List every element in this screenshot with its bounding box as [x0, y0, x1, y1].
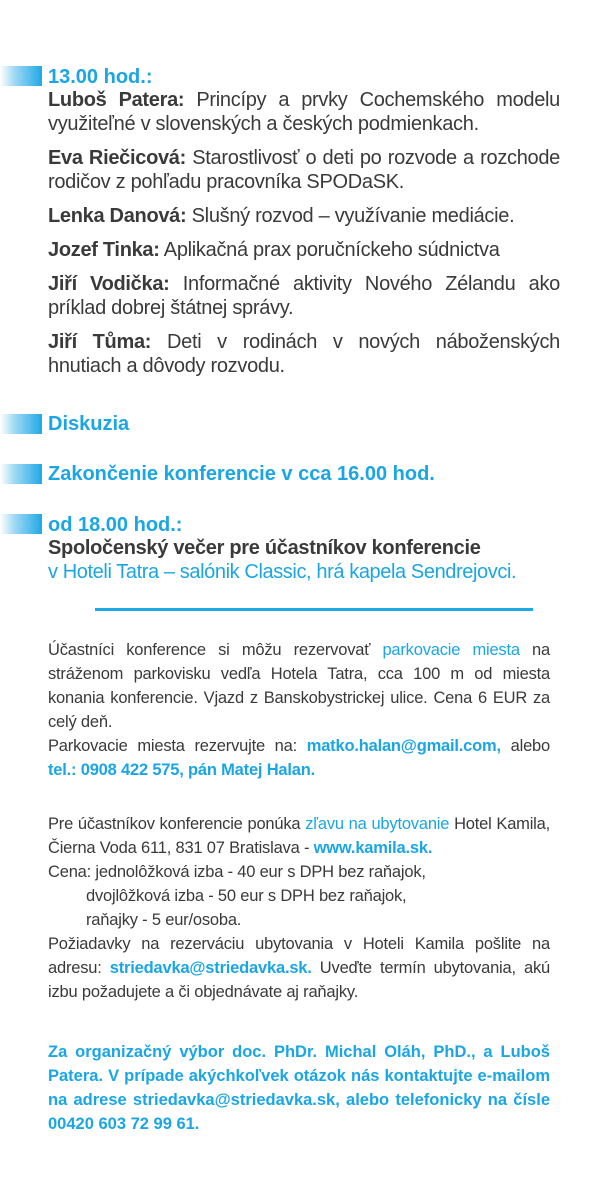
- lodging-text: Hotel Kamila, Čierna Voda 611, 831 07 Bratislava -: [48, 815, 551, 857]
- speaker-name: Jiří Tůma:: [48, 331, 152, 353]
- talk-item: [48, 146, 560, 194]
- lodging-text: Uveďte termín ubytovania, akú izbu požadujete a či objednávate aj raňajky.: [48, 959, 550, 1001]
- price-line: raňajky - 5 eur/osoba.: [86, 911, 242, 929]
- section-divider: [95, 608, 533, 611]
- talk-title: Informačné aktivity Nového Zélandu ako príklad dobrej štátnej správy.: [48, 273, 560, 319]
- talk-item: [48, 272, 560, 320]
- speaker-name: Lenka Danová:: [48, 205, 187, 227]
- session-time: 13.00 hod.:: [48, 66, 153, 88]
- social-evening-title: Spoločenský večer pre účastníkov konferencie: [48, 537, 481, 559]
- parking-text: alebo: [500, 737, 550, 755]
- lodging-text: Pre účastníkov konferencie ponúka: [48, 815, 306, 833]
- lodging-reservation: [48, 932, 550, 1004]
- parking-text: Účastníci konference si môžu rezervovať: [48, 641, 383, 659]
- price-line: dvojlôžková izba - 50 eur s DPH bez raňajok,: [86, 887, 407, 905]
- parking-phone[interactable]: tel.: 0908 422 575, pán Matej Halan.: [48, 761, 316, 779]
- discussion-section: [48, 412, 560, 436]
- parking-email[interactable]: matko.halan@gmail.com,: [306, 737, 501, 755]
- social-evening-venue: v Hoteli Tatra – salónik Classic, hrá kapela Sendrejovci.: [48, 561, 517, 583]
- evening-time: od 18.00 hod.:: [48, 514, 183, 536]
- section-marker: [0, 66, 42, 86]
- lodging-paragraph: [48, 812, 550, 860]
- talk-item: [48, 330, 560, 378]
- parking-paragraph: [48, 638, 550, 734]
- talk-title: Deti v rodinách v nových náboženských hnutiach a dôvody rozvodu.: [48, 331, 561, 377]
- organizing-committee: Za organizačný výbor doc. PhDr. Michal Oláh, PhD., a Luboš Patera. V prípade akýchkoľvek otázok nás kontaktujte e-mailom na adrese striedavka@striedavka.sk, alebo telefonicky na čísle 00420 603 72 99 61.: [48, 1043, 550, 1133]
- price-line: Cena: jednolôžková izba - 40 eur s DPH bez raňajok,: [48, 863, 426, 881]
- parking-info: [48, 638, 550, 782]
- talk-title: Princípy a prvky Cochemského modelu využiteľné v slovenských a českých podmienkach.: [48, 89, 560, 135]
- section-marker: [0, 414, 42, 434]
- lodging-text: Požiadavky na rezerváciu ubytovania v Hoteli Kamila pošlite na adresu:: [48, 935, 550, 977]
- speaker-name: Jiří Vodička:: [48, 273, 170, 295]
- talk-item: [48, 88, 560, 136]
- talk-title: Starostlivosť o deti po rozvode a rozchode rodičov z pohľadu pracovníka SPODaSK.: [48, 147, 561, 193]
- parking-reservation: [48, 734, 550, 782]
- hotel-website[interactable]: www.kamila.sk.: [313, 839, 433, 857]
- talk-list: [48, 88, 560, 378]
- lodging-info: [48, 812, 550, 1004]
- talk-title: Aplikačná prax poručníckeho súdnictva: [163, 239, 500, 261]
- talk-item: [48, 204, 560, 228]
- speaker-name: Eva Riečicová:: [48, 147, 186, 169]
- talk-title: Slušný rozvod – využívanie mediácie.: [191, 205, 515, 227]
- closing-label: Zakončenie konferencie v cca 16.00 hod.: [48, 463, 435, 485]
- parking-text: Parkovacie miesta rezervujte na:: [48, 737, 307, 755]
- section-marker: [0, 514, 42, 534]
- afternoon-session: [48, 66, 560, 388]
- speaker-name: Luboš Patera:: [48, 89, 185, 111]
- speaker-name: Jozef Tinka:: [48, 239, 160, 261]
- lodging-highlight: zľavu na ubytovanie: [305, 815, 450, 833]
- talk-item: [48, 238, 560, 262]
- closing-section: [48, 462, 560, 486]
- section-marker: [0, 464, 42, 484]
- lodging-email[interactable]: striedavka@striedavka.sk.: [109, 959, 312, 977]
- discussion-label: Diskuzia: [48, 413, 130, 435]
- parking-text: na stráženom parkovisku vedľa Hotela Tatra, cca 100 m od miesta konania konferencie. Vjazd z Banskobystrickej ulice. Cena 6 EUR za celý deň.: [48, 641, 551, 731]
- parking-highlight: parkovacie miesta: [382, 641, 520, 659]
- evening-section: [48, 514, 578, 584]
